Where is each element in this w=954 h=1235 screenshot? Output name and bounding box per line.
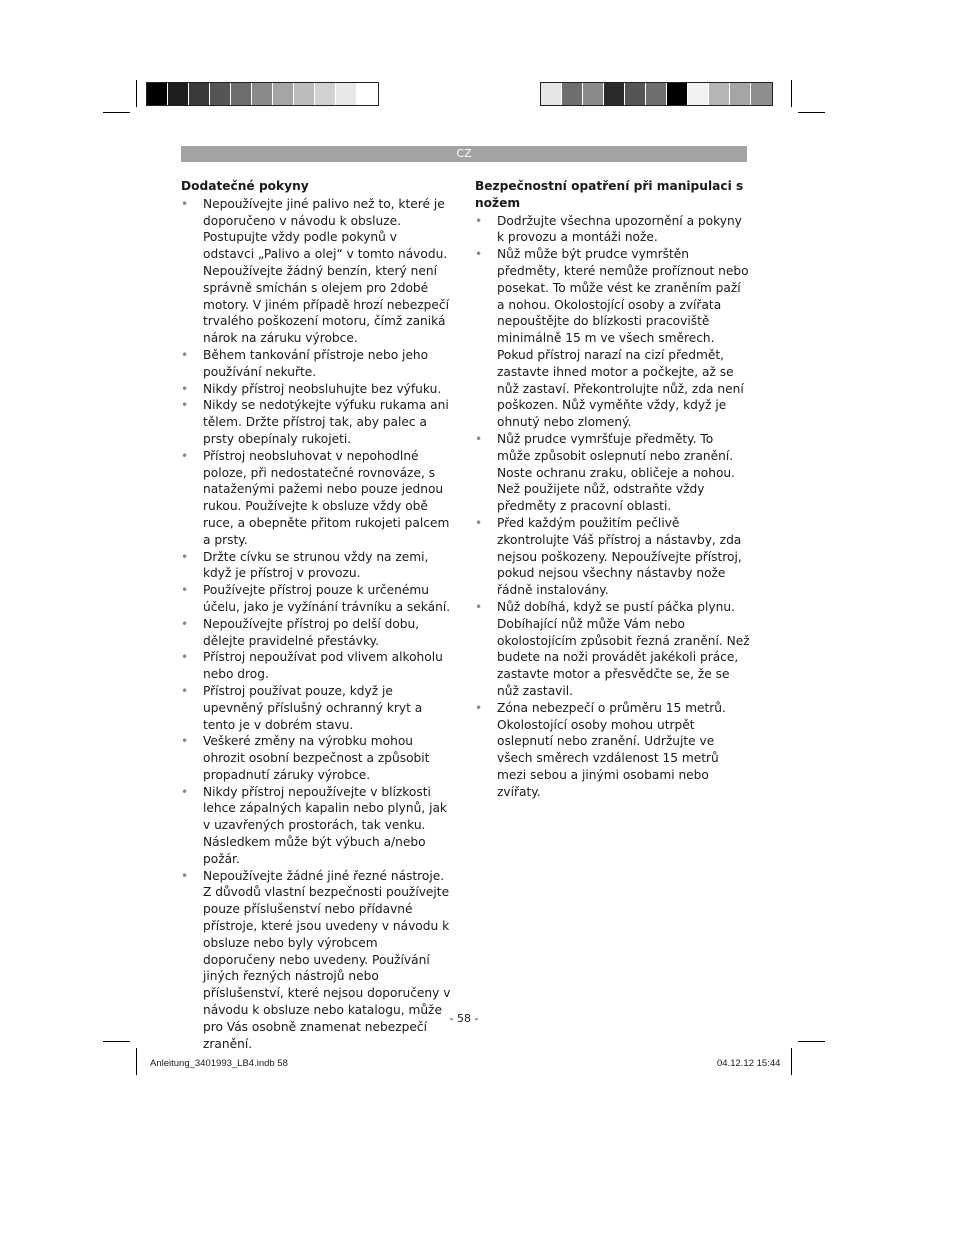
color-swatch <box>562 83 583 105</box>
bullet-icon: • <box>181 549 189 564</box>
list-item-text: Používejte přístroj pouze k určenému účelu, jako je vyžínání trávníku a sekání. <box>203 583 451 614</box>
color-swatch <box>315 83 336 105</box>
blade-safety-list <box>475 213 750 801</box>
bullet-icon: • <box>181 583 189 598</box>
list-item-text: Veškeré změny na výrobku mohou ohrozit osobní bezpečnost a způsobit propadnutí záruky výrobce. <box>203 734 430 782</box>
color-swatch <box>210 83 231 105</box>
list-item <box>181 733 451 783</box>
list-item <box>181 683 451 733</box>
list-item-text: Nůž dobíhá, když se pustí páčka plynu. Dobíhající nůž může Vám nebo okolostojícím způsobit řezná zranění. Než budete na noži provádět jakékoli práce, zastavte motor a přesvědčte se, že se nůž zastavil. <box>497 599 750 698</box>
crop-mark <box>798 112 825 113</box>
list-item <box>181 381 451 398</box>
bullet-icon: • <box>181 734 189 749</box>
list-item-text: Držte cívku se strunou vždy na zemi, když je přístroj v provozu. <box>203 549 429 581</box>
list-item <box>181 582 451 616</box>
crop-mark <box>136 80 137 107</box>
list-item-text: Přístroj nepoužívat pod vlivem alkoholu nebo drog. <box>203 650 443 682</box>
color-swatch <box>336 83 357 105</box>
crop-mark <box>103 1041 130 1042</box>
color-swatch <box>252 83 273 105</box>
list-item <box>475 431 750 515</box>
list-item-text: Přístroj neobsluhovat v nepohodlné poloze, při nedostatečné rovnováze, s nataženými pažemi nebo pouze jednou rukou. Používejte k obsluze vždy obě ruce, a obepněte přitom rukojeti palcem a prsty. <box>203 448 450 547</box>
color-swatch <box>688 83 709 105</box>
list-item <box>181 397 451 447</box>
list-item <box>475 700 750 801</box>
list-item <box>475 213 750 247</box>
crop-mark <box>791 1048 792 1075</box>
color-swatch <box>709 83 730 105</box>
list-item <box>181 347 451 381</box>
list-item-text: Nůž prudce vymršťuje předměty. To může způsobit oslepnutí nebo zranění. Noste ochranu zraku, obličeje a nohou. Než použijete nůž, odstraňte vždy předměty z pracovní oblasti. <box>497 431 736 514</box>
section-title-blade-safety: Bezpečnostní opatření při manipulaci s nožem <box>475 179 744 210</box>
list-item <box>475 246 750 431</box>
list-item-text: Nepoužívejte jiné palivo než to, které je doporučeno v návodu k obsluze. Postupujte vždy podle pokynů v odstavci „Palivo a olej“ v tomto návodu. Nepoužívejte žádný benzín, který není správně smíchán s olejem pro 2dobé motory. V jiném případě hrozí nebezpečí trvalého poškození motoru, čímž zaniká nárok na záruku výrobce. <box>203 196 449 346</box>
section-title-additional-notes: Dodatečné pokyny <box>181 179 309 193</box>
color-swatch <box>751 83 772 105</box>
color-calibration-bar-right <box>540 82 773 106</box>
list-item <box>181 649 451 683</box>
bullet-icon: • <box>475 515 483 530</box>
bullet-icon: • <box>475 247 483 262</box>
list-item <box>475 599 750 700</box>
list-item-text: Nikdy se nedotýkejte výfuku rukama ani tělem. Držte přístroj tak, aby palec a prsty obepínaly rukojeti. <box>203 398 449 446</box>
bullet-icon: • <box>181 784 189 799</box>
color-swatch <box>625 83 646 105</box>
bullet-icon: • <box>181 868 189 883</box>
color-swatch <box>604 83 625 105</box>
color-swatch <box>189 83 210 105</box>
color-swatch <box>231 83 252 105</box>
list-item <box>181 616 451 650</box>
footer-file-name: Anleitung_3401993_LB4.indb 58 <box>150 1058 288 1069</box>
color-swatch <box>294 83 315 105</box>
crop-mark <box>136 1048 137 1075</box>
bullet-icon: • <box>475 700 483 715</box>
list-item-text: Před každým použitím pečlivě zkontrolujte Váš přístroj a nástavby, zda nejsou poškozeny. Nepoužívejte přístroj, pokud nejsou všechny nástavby nože řádně instalovány. <box>497 515 742 598</box>
list-item-text: Dodržujte všechna upozornění a pokyny k provozu a montáži nože. <box>497 213 742 245</box>
color-swatch <box>168 83 189 105</box>
bullet-icon: • <box>475 599 483 614</box>
list-item-text: Nikdy přístroj neobsluhujte bez výfuku. <box>203 381 442 396</box>
crop-mark <box>791 80 792 107</box>
list-item <box>181 784 451 868</box>
color-calibration-bar-left <box>146 82 379 106</box>
color-swatch <box>147 83 168 105</box>
list-item <box>475 515 750 599</box>
left-column <box>181 178 451 1052</box>
color-swatch <box>667 83 688 105</box>
language-header-bar <box>181 146 747 162</box>
color-swatch <box>541 83 562 105</box>
crop-mark <box>798 1041 825 1042</box>
list-item <box>181 549 451 583</box>
page-number: - 58 - <box>449 1012 479 1025</box>
color-swatch <box>730 83 751 105</box>
list-item-text: Zóna nebezpečí o průměru 15 metrů. Okolostojící osoby mohou utrpět oslepnutí nebo zranění. Udržujte ve všech směrech vzdálenost 15 metrů mezi sebou a jinými osobami nebo zvířaty. <box>497 700 726 799</box>
color-swatch <box>583 83 604 105</box>
list-item-text: Nepoužívejte žádné jiné řezné nástroje. Z důvodů vlastní bezpečnosti používejte pouze příslušenství nebo přídavné přístroje, které jsou uvedeny v návodu k obsluze nebo byly výrobcem doporučeny nebo uvedeny. Používání jiných řezných nástrojů nebo příslušenství, které nejsou doporučeny v návodu k obsluze nebo katalogu, může pro Vás osobně znamenat nebezpečí zranění. <box>203 868 451 1051</box>
list-item <box>181 196 451 347</box>
list-item-text: Během tankování přístroje nebo jeho používání nekuřte. <box>203 347 429 379</box>
additional-notes-list <box>181 196 451 1053</box>
bullet-icon: • <box>181 683 189 698</box>
bullet-icon: • <box>181 196 189 211</box>
list-item-text: Přístroj používat pouze, když je upevněný příslušný ochranný kryt a tento je v dobrém stavu. <box>203 683 423 732</box>
bullet-icon: • <box>475 213 483 228</box>
bullet-icon: • <box>181 347 189 362</box>
color-swatch <box>646 83 667 105</box>
list-item-text: Nepoužívejte přístroj po delší dobu, dělejte pravidelné přestávky. <box>203 616 420 648</box>
footer-timestamp: 04.12.12 15:44 <box>717 1058 781 1069</box>
bullet-icon: • <box>181 616 189 631</box>
bullet-icon: • <box>181 448 189 463</box>
bullet-icon: • <box>181 398 189 413</box>
color-swatch <box>273 83 294 105</box>
list-item-text: Nikdy přístroj nepoužívejte v blízkosti lehce zápalných kapalin nebo plynů, jak v uzavřených prostorách, tak venku. Následkem může být výbuch a/nebo požár. <box>203 784 447 866</box>
color-swatch <box>357 83 378 105</box>
bullet-icon: • <box>181 381 189 396</box>
crop-mark <box>103 112 130 113</box>
right-column <box>475 178 750 800</box>
language-label: CZ <box>456 147 472 160</box>
list-item <box>181 448 451 549</box>
bullet-icon: • <box>475 431 483 446</box>
list-item-text: Nůž může být prudce vymrštěn předměty, které nemůže proříznout nebo posekat. To může vést ke zraněním paží a nohou. Okolostojící osoby a zvířata nepouštějte do blízkosti pracoviště minimálně 15 m ve všech směrech. Pokud přístroj narazí na cizí předmět, zastavte ihned motor a počkejte, až se nůž zastaví. Překontrolujte nůž, zda není poškozen. Nůž vyměňte vždy, když je ohnutý nebo zlomený. <box>497 247 749 430</box>
bullet-icon: • <box>181 650 189 665</box>
